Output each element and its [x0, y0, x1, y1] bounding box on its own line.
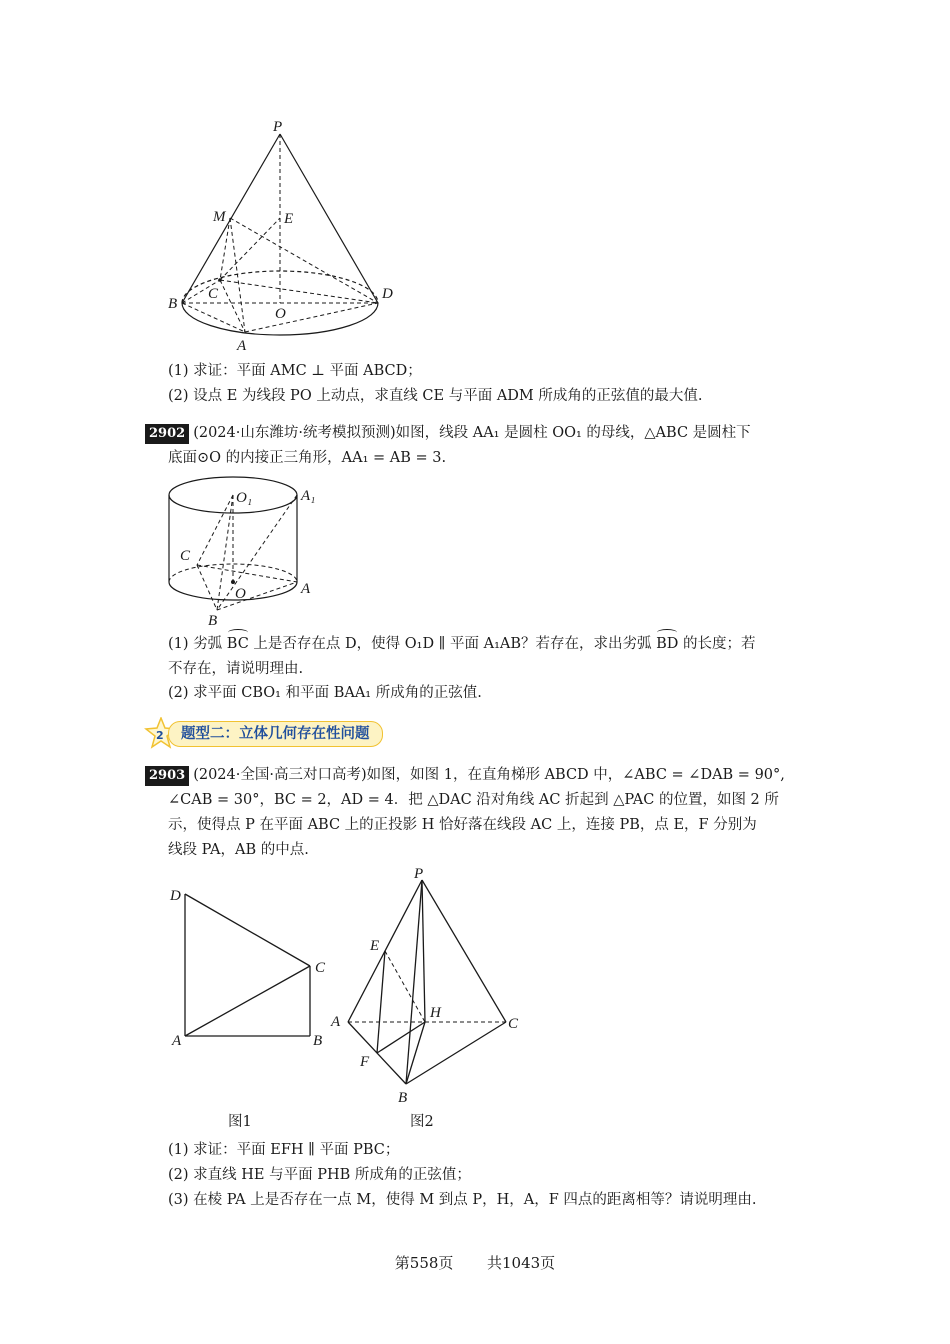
label-B: B — [208, 613, 218, 629]
label-P: P — [414, 866, 424, 882]
q2902-part2: (2) 求平面 CBO₁ 和平面 BAA₁ 所成角的正弦值. — [168, 685, 482, 701]
q2902-part1-cont: 不存在，请说明理由. — [168, 661, 304, 677]
q2903-line2: ∠CAB = 30°，BC = 2，AD = 4．把 △DAC 沿对角线 AC 折起到 △PAC 的位置，如图 2 所 — [168, 792, 779, 808]
cone-figure — [160, 118, 410, 358]
q2903-part3: (3) 在棱 PA 上是否存在一点 M，使得 M 到点 P，H，A，F 四点的距离相等？请说明理由. — [168, 1192, 757, 1208]
label-M: M — [213, 209, 226, 225]
q2903-part1: (1) 求证：平面 EFH ∥ 平面 PBC； — [168, 1142, 400, 1158]
label-C: C — [208, 286, 219, 302]
caption-figure-2: 图2 — [410, 1114, 434, 1130]
q2901-part1: (1) 求证：平面 AMC ⊥ 平面 ABCD； — [168, 363, 422, 379]
label-C: C — [315, 960, 326, 976]
label-A: A — [331, 1014, 341, 1030]
label-C: C — [508, 1016, 519, 1032]
label-A: A — [237, 338, 247, 354]
caption-figure-1: 图1 — [228, 1114, 252, 1130]
q2903-line1: 2903 (2024·全国·高三对口高考)如图，如图 1，在直角梯形 ABCD 中，∠ABC = ∠DAB = 90°, — [145, 763, 785, 787]
arc-BC: BC — [227, 632, 249, 656]
label-F: F — [360, 1054, 370, 1070]
q2903-line4: 线段 PA，AB 的中点. — [168, 842, 309, 858]
label-E: E — [284, 211, 294, 227]
page-footer — [0, 1252, 950, 1273]
q2902-line2: 底面⊙O 的内接正三角形，AA₁ = AB = 3. — [168, 450, 447, 466]
label-A: A — [301, 581, 311, 597]
label-A: A — [172, 1033, 182, 1049]
tetrahedron-figure — [328, 862, 528, 1110]
q2903-number-badge: 2903 — [145, 766, 189, 786]
label-D: D — [382, 286, 393, 302]
label-P: P — [273, 119, 283, 135]
label-H: H — [430, 1005, 441, 1021]
label-O1: O₁ — [236, 490, 253, 506]
arc-BD: BD — [656, 632, 678, 656]
label-B: B — [398, 1090, 408, 1106]
q2903-line3: 示，使得点 P 在平面 ABC 上的正投影 H 恰好落在线段 AC 上，连接 PB，点 E，F 分别为 — [168, 817, 757, 833]
q2901-part2: (2) 设点 E 为线段 PO 上动点，求直线 CE 与平面 ADM 所成角的正弦值的最大值. — [168, 388, 703, 404]
q2903-part2: (2) 求直线 HE 与平面 PHB 所成角的正弦值； — [168, 1167, 471, 1183]
section-title: 题型二：立体几何存在性问题 — [168, 721, 383, 747]
cylinder-figure — [160, 470, 330, 630]
q2902-number-badge: 2902 — [145, 424, 189, 444]
label-A1: A₁ — [301, 488, 316, 504]
page-number: 第558页 — [394, 1254, 454, 1272]
label-B: B — [168, 296, 178, 312]
q2902-line1: 2902 (2024·山东潍坊·统考模拟预测)如图，线段 AA₁ 是圆柱 OO₁ 的母线，△ABC 是圆柱下 — [145, 421, 751, 445]
page-total: 共1043页 — [487, 1254, 556, 1272]
label-B: B — [313, 1033, 323, 1049]
trapezoid-figure — [165, 880, 335, 1055]
label-C: C — [180, 548, 191, 564]
q2902-part1: (1) 劣弧 BC 上是否存在点 D，使得 O₁D ∥ 平面 A₁AB？若存在，求出劣弧 BD 的长度；若 — [168, 632, 756, 656]
label-E: E — [370, 938, 380, 954]
label-O: O — [235, 586, 246, 602]
label-D: D — [170, 888, 181, 904]
label-O: O — [275, 306, 286, 322]
svg-text:2: 2 — [156, 729, 164, 742]
